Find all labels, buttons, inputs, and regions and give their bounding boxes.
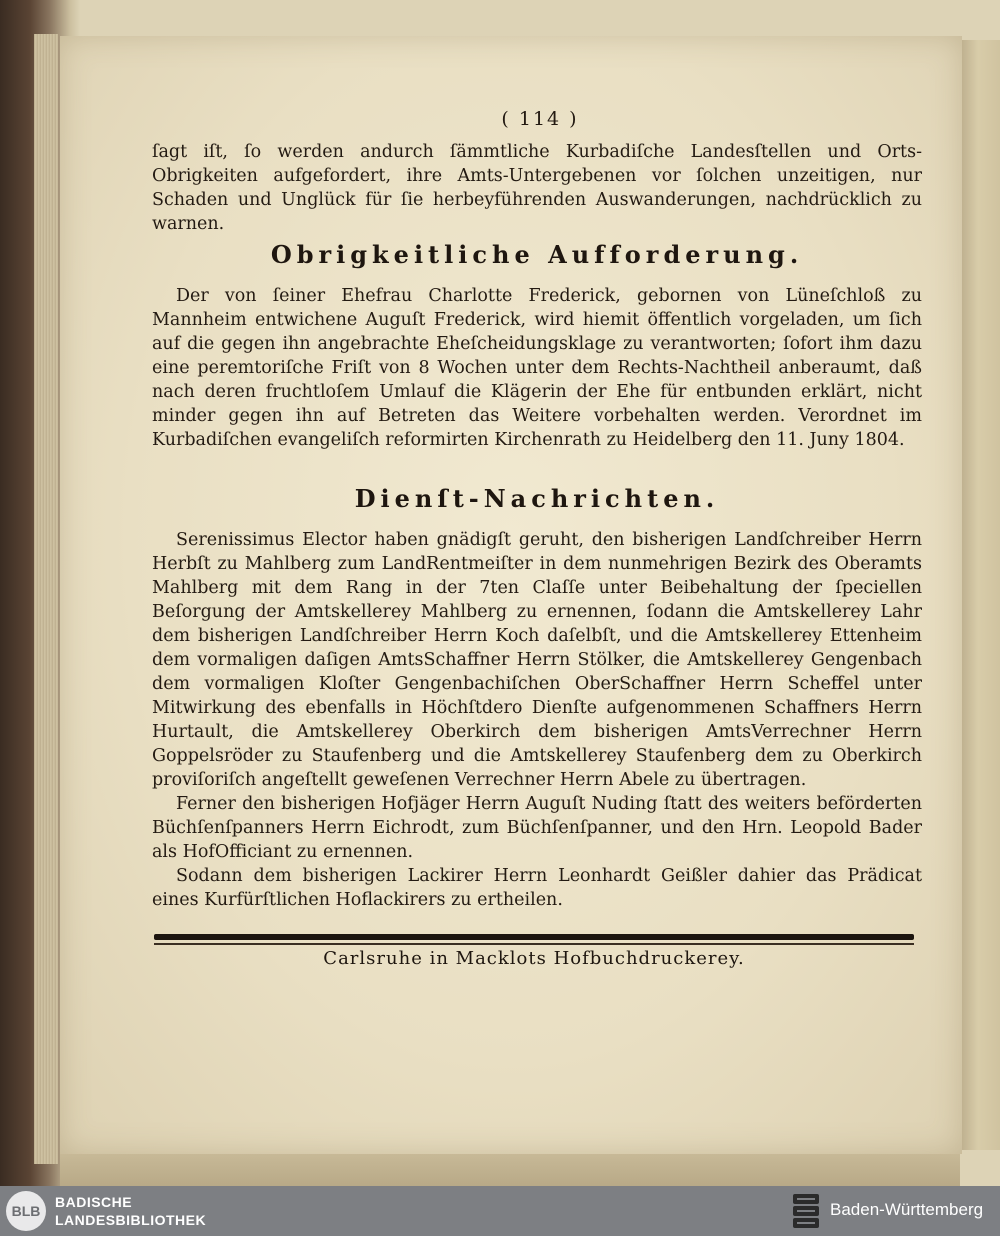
library-name[interactable] [55,1193,206,1229]
summons-paragraph-block [152,284,922,452]
appointments-paragraph: Serenissimus Elector haben gnädigſt geruht, den bisherigen Landſchreiber Herrn Herbſt zu Mahlberg zum LandRentmeiſter in dem nunmehrigen Bezirk des Oberamts Mahlberg mit dem Rang in der 7ten Claſſe unter Beibehaltung der ſpeciellen Beſorgung der Amtskellerey Mahlberg zu ernennen, ſodann die Amtskellerey Lahr dem bisherigen Landſchreiber Herrn Koch daſelbſt, und die Amtskellerey Ettenheim dem vormaligen daſigen AmtsSchaffner Herrn Stölker, die Amtskellerey Gengenbach dem vormaligen Kloſter Gengenbachiſchen OberSchaffner Herrn Scheffel unter Mitwirkung des ebenfalls in Höchſtdero Dienſte aufgenommenen Schaffners Herrn Hurtault, die Amtskellerey Oberkirch dem bisherigen AmtsVerrechner Herrn Goppelsröder zu Staufenberg und die Amtskellerey Staufenberg dem zu Oberkirch proviſoriſch angeſtellt geweſenen Verrechner Herrn Abele zu übertragen. [152,530,922,790]
page-number: ( 114 ) [501,108,579,130]
intro-paragraph-block [152,140,922,236]
page-stack-edge [34,34,58,1164]
library-name-line1: BADISCHE [55,1194,133,1210]
blb-logo-icon[interactable] [6,1191,46,1231]
facing-page-edge [960,40,1000,1150]
state-name[interactable]: Baden-Württemberg [830,1200,984,1219]
printer-imprint: Carlsruhe in Macklots Hofbuchdruckerey. [323,948,745,969]
heading-dienst-nachrichten: Dienſt-Nachrichten. [354,484,720,513]
baden-wuerttemberg-crest-icon[interactable] [790,1192,822,1230]
lacquerer-paragraph: Sodann dem bisherigen Lackirer Herrn Leonhardt Geißler dahier das Prädicat eines Kurfürſtlichen Hoflackirers zu ertheilen. [152,866,922,910]
summons-paragraph: Der von ſeiner Ehefrau Charlotte Frederick, gebornen von Lüneſchloß zu Mannheim entwichene Auguſt Frederick, wird hiemit öffentlich vorgeladen, um ſich auf die gegen ihn angebrachte Eheſcheidungsklage zu verantworten; ſofort ihm dazu eine peremtoriſche Friſt von 8 Wochen unter dem Rechts-Nachtheil anberaumt, daß nach deren fruchtloſem Umlauf die Klägerin der Ehe für entbunden erklärt, nicht minder gegen ihn auf Betreten das Weitere vorbehalten werden. Verordnet im Kurbadiſchen evangeliſch reformirten Kirchenrath zu Heidelberg den 11. Juny 1804. [152,286,922,450]
appointments-block [152,528,922,912]
viewer-footer-bar [0,1186,1000,1236]
hunter-paragraph: Ferner den bisherigen Hofjäger Herrn Auguſt Nuding ſtatt des weiters beförderten Büchſenſpanners Herrn Eichrodt, zum Büchſenſpanner, und den Hrn. Leopold Bader als HofOfficiant zu ernennen. [152,794,922,862]
closing-rule-thin [154,943,914,945]
intro-paragraph: ſagt iſt, ſo werden andurch ſämmtliche Kurbadiſche Landesſtellen und Orts-Obrigkeiten aufgefordert, ihre Amts-Untergebenen vor ſolchen unzeitigen, nur Schaden und Unglück für ſie herbeyführenden Auswanderungen, nachdrücklich zu warnen. [152,142,922,234]
closing-rule-thick [154,934,914,940]
blb-logo-text: BLB [11,1203,41,1219]
library-name-line2: LANDESBIBLIOTHEK [55,1212,207,1228]
heading-obrigkeitliche-aufforderung: Obrigkeitliche Aufforderung. [270,240,804,269]
book-bottom-edge [60,1150,960,1186]
